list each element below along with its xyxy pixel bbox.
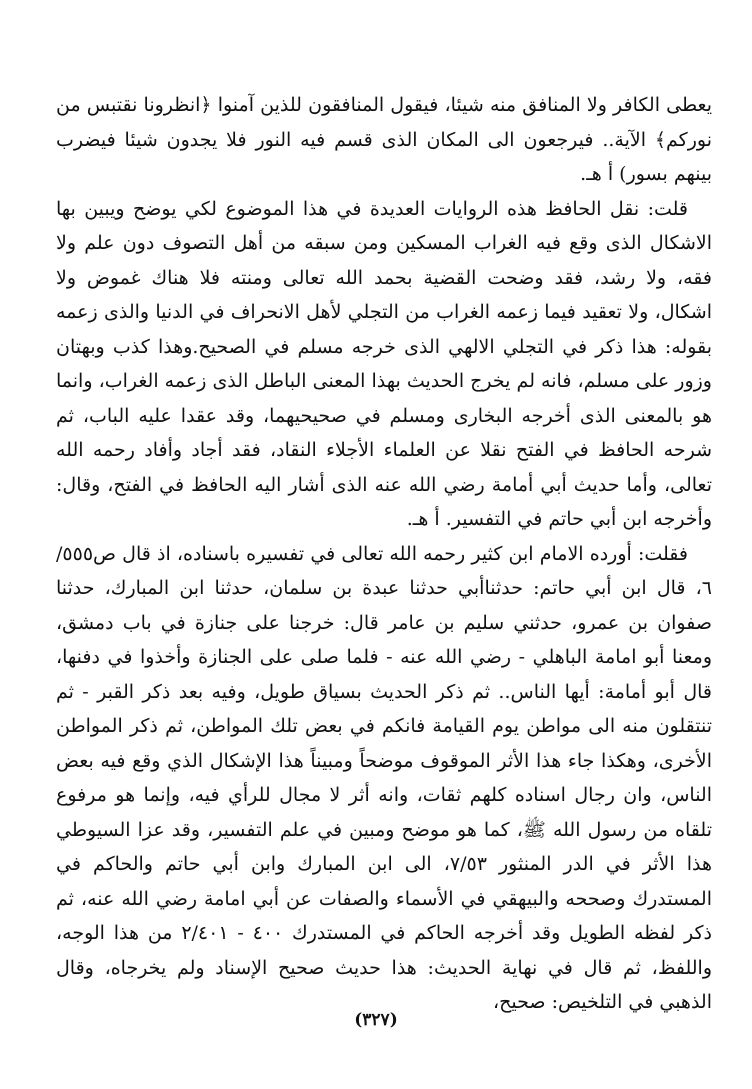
paragraph-continuation: يعطى الكافر ولا المنافق منه شيئا، فيقول المنافقون للذين آمنوا ﴿انظرونا نقتبس من نوركم﴾ الآية.. فيرجعون الى المكان الذى قسم فيه النور فلا يجدون شيئا فيضرب بينهم بسور) أ هـ.: [56, 94, 712, 185]
paragraph-citation: فقلت: أورده الامام ابن كثير رحمه الله تعالى في تفسيره باسناده، اذ قال ص٥٥٥/ ٦، قال ابن أبي حاتم: حدثناأبي حدثنا عبدة بن سلمان، حدثنا ابن المبارك، حدثنا صفوان بن عمرو، حدثني سليم بن عامر قال: خرجنا على جنازة في باب دمشق، ومعنا أبو امامة الباهلي - رضي الله عنه - فلما صلى على الجنازة وأخذوا في دفنها، قال أبو أمامة: أيها الناس.. ثم ذكر الحديث بسياق طويل، وفيه بعد ذكر القبر - ثم تنتقلون منه الى مواطن يوم القيامة فانكم في بعض تلك المواطن، ثم ذكر المواطن الأخرى، وهكذا جاء هذا الأثر الموقوف موضحاً ومبيناً هذا الإشكال الذي وقع فيه بعض الناس، وان رجال اسناده كلهم ثقات، وانه أثر لا مجال للرأي فيه، وإنما هو مرفوع تلقاه من رسول الله ﷺ، كما هو موضح ومبين في علم التفسير، وقد عزا السيوطي هذا الأثر في الدر المنثور ٧/٥٣، الى ابن المبارك وابن أبي حاتم والحاكم في المستدرك وصححه والبيهقي في الأسماء والصفات عن أبي امامة رضي الله عنه، ثم ذكر لفظه الطويل وقد أخرجه الحاكم في المستدرك ٤٠٠ - ٢/٤٠١ من هذا الوجه، واللفظ، ثم قال في نهاية الحديث: هذا حديث صحيح الإسناد ولم يخرجاه، وقال الذهبي في التلخيص: صحيح،: [56, 542, 713, 1013]
page-number: (٣٢٧): [354, 1010, 398, 1030]
paragraph-commentary: قلت: نقل الحافظ هذه الروايات العديدة في هذا الموضوع لكي يوضح ويبين بها الاشكال الذى وقع فيه الغراب المسكين ومن سبقه من أهل التصوف دون علم ولا فقه، ولا رشد، فقد وضحت القضية بحمد الله تعالى ومنته فلا هناك غموض ولا اشكال، ولا تعقيد فيما زعمه الغراب من التجلي لأهل الانحراف في الدنيا والذى زعمه بقوله: هذا ذكر في التجلي الالهي الذى خرجه مسلم في الصحيح.وهذا كذب وبهتان وزور على مسلم، فانه لم يخرج الحديث بهذا المعنى الباطل الذى زعمه الغراب، وانما هو بالمعنى الذى أخرجه البخارى ومسلم في صحيحيهما، وقد عقدا عليه الباب، ثم شرحه الحافظ في الفتح نقلا عن العلماء الأجلاء النقاد، فقد أجاد وأفاد رحمه الله تعالى، وأما حديث أبي أمامة رضي الله عنه الذى أشار اليه الحافظ في الفتح، وقال: وأخرجه ابن أبي حاتم في التفسير. أ هـ.: [56, 197, 712, 530]
document-page: [56, 88, 712, 1048]
